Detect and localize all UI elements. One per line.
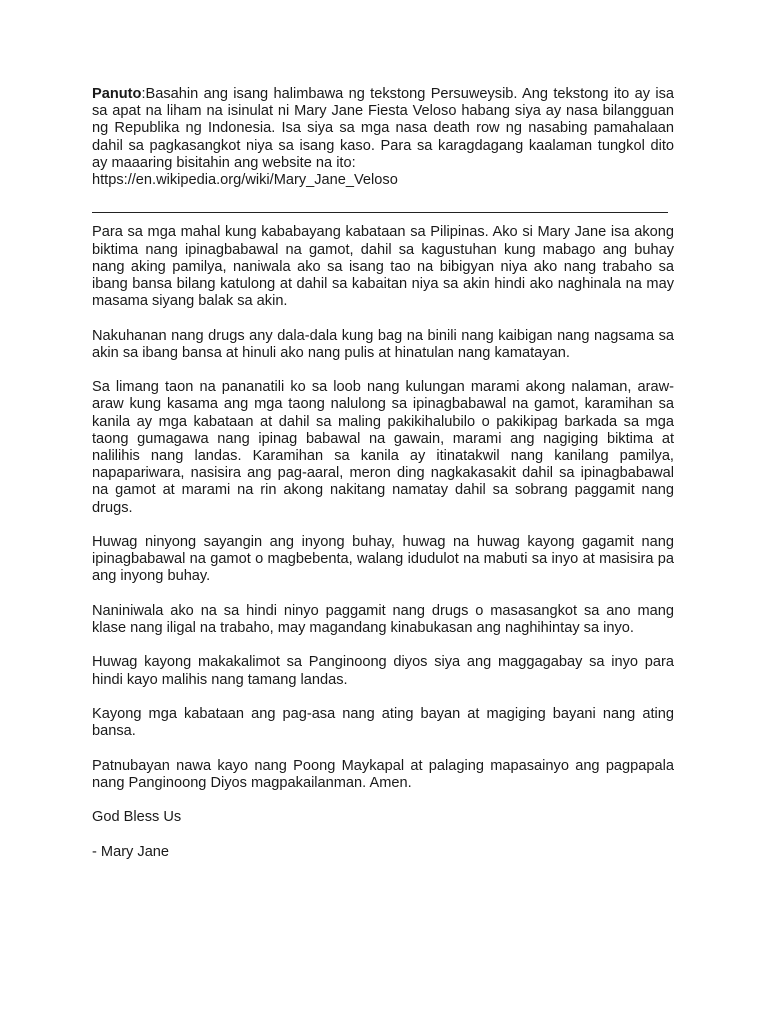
letter-paragraph-8: Patnubayan nawa kayo nang Poong Maykapal at palaging mapasainyo ang pagpapala nang Panginoong Diyos magpakailanman. Amen.	[92, 757, 674, 791]
letter-paragraph-2: Nakuhanan nang drugs any dala-dala kung bag na binili nang kaibigan nang nagsama sa akin sa ibang bansa at hinuli ako nang pulis at hinatulan nang kamatayan.	[92, 327, 674, 361]
separator-line	[92, 198, 674, 215]
letter-paragraph-4: Huwag ninyong sayangin ang inyong buhay, huwag na huwag kayong gagamit nang ipinagbabawal na gamot o magbebenta, walang idudulot na mabuti sa inyo at masisira pa ang inyong buhay.	[92, 534, 674, 585]
letter-paragraph-7: Kayong mga kabataan ang pag-asa nang ating bayan at magiging bayani nang ating bansa.	[92, 706, 674, 740]
letter-paragraph-5: Naniniwala ako na sa hindi ninyo paggamit nang drugs o masasangkot sa ano mang klase nang iligal na trabaho, may magandang kinabukasan ang naghihintay sa inyo.	[92, 602, 674, 637]
separator-rule	[92, 212, 668, 213]
instruction-paragraph	[92, 86, 674, 189]
document-page	[92, 86, 674, 878]
letter-paragraph-3: Sa limang taon na pananatili ko sa loob nang kulungan marami akong nalaman, araw-araw kung kasama ang mga taong nalulong sa ipinagbabawal na gamot, karamihan sa kanila ay mga kabataan at dahil sa maling pakikihalubilo o pakikipag barkada sa mga taong gumagawa nang ipinag babawal na gawain, marami ang nagiging biktima at nalilihis nang landas. Karamihan sa kanila ay itinatakwil nang kanilang pamilya, napapariwara, nasisira ang pag-aaral, meron ding nagkakasakit dahil sa ipinagbabawal na gamot at marami na rin akong nakitang namatay dahil sa sobrang paggamit nang drugs.	[92, 379, 674, 516]
letter-closing: God Bless Us	[92, 809, 182, 826]
instruction-lead: Panuto	[92, 86, 142, 102]
instruction-text: :Basahin ang isang halimbawa ng tekstong Persuweysib. Ang tekstong ito ay isa sa apat na liham na isinulat ni Mary Jane Fiesta Veloso habang siya ay nasa bilangguan ng Republika ng Indonesia. Isa siya sa mga nasa death row ng nasabing pamahalaan dahil sa pagkasangkot niya sa isang kaso. Para sa karagdagang kaalaman tungkol dito ay maaaring bisitahin ang website na ito:	[92, 86, 674, 171]
letter-paragraph-1: Para sa mga mahal kung kababayang kabataan sa Pilipinas. Ako si Mary Jane isa akong biktima nang ipinagbabawal na gamot, dahil sa kagustuhan kung mabago ang buhay nang aking pamilya, naniwala ako sa isang tao na bibigyan niya ako nang trabaho sa ibang bansa bilang katulong at dahil sa kabaitan niya sa akin hindi ako naghinala na may masama siyang balak sa akin.	[92, 224, 674, 310]
letter-paragraph-6: Huwag kayong makakalimot sa Panginoong diyos siya ang maggagabay sa inyo para hindi kayo malihis nang tamang landas.	[92, 654, 674, 688]
wikipedia-link[interactable]: https://en.wikipedia.org/wiki/Mary_Jane_Veloso	[92, 172, 398, 189]
letter-signature: - Mary Jane	[92, 843, 170, 860]
